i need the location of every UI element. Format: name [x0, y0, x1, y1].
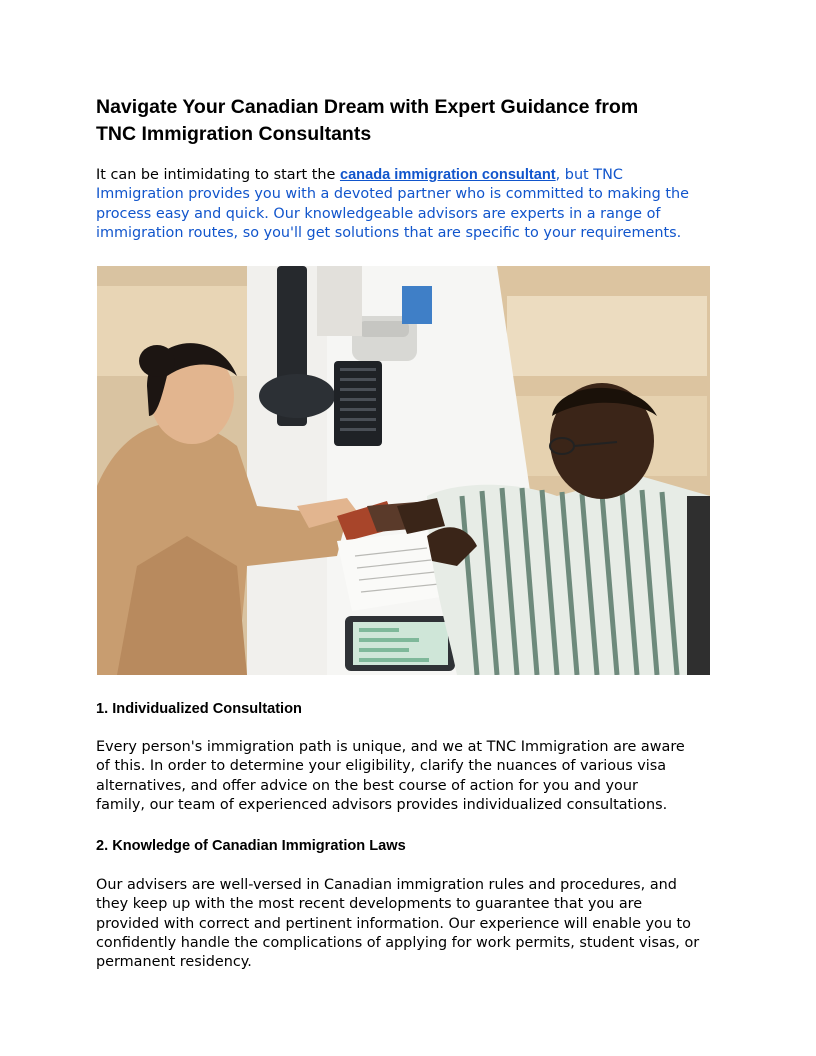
consultation-photo: [97, 266, 710, 675]
section-heading-individualized-consultation: 1. Individualized Consultation: [96, 701, 302, 717]
section-heading-immigration-laws: 2. Knowledge of Canadian Immigration Laws: [96, 838, 406, 854]
page-title: Navigate Your Canadian Dream with Expert Guidance from TNC Immigration Consultants: [96, 96, 639, 145]
intro-paragraph: [96, 166, 720, 243]
section-body-immigration-laws: Our advisers are well-versed in Canadian immigration rules and procedures, and they keep up with the most recent developments to guarantee that you are provided with correct and pertinent information. Our experience will enable you to confidently handle the complications of applying for work permits, student visas, or permanent residency.: [96, 877, 700, 971]
canada-immigration-consultant-link[interactable]: canada immigration consultant: [339, 167, 556, 183]
section-body-individualized-consultation: Every person's immigration path is unique, and we at TNC Immigration are aware of this. In order to determine your eligibility, clarify the nuances of various visa alternatives, and offer advice on the best course of action for you and your family, our team of experienced advisors provides individualized consultations.: [96, 739, 685, 813]
intro-rest: , but TNC Immigration provides you with a devoted partner who is committed to making the process easy and quick. Our knowledgeable advisors are experts in a range of immigration routes, so you'll get solutions that are specific to your requirements.: [96, 167, 689, 241]
intro-lead: It can be intimidating to start the: [96, 167, 340, 183]
